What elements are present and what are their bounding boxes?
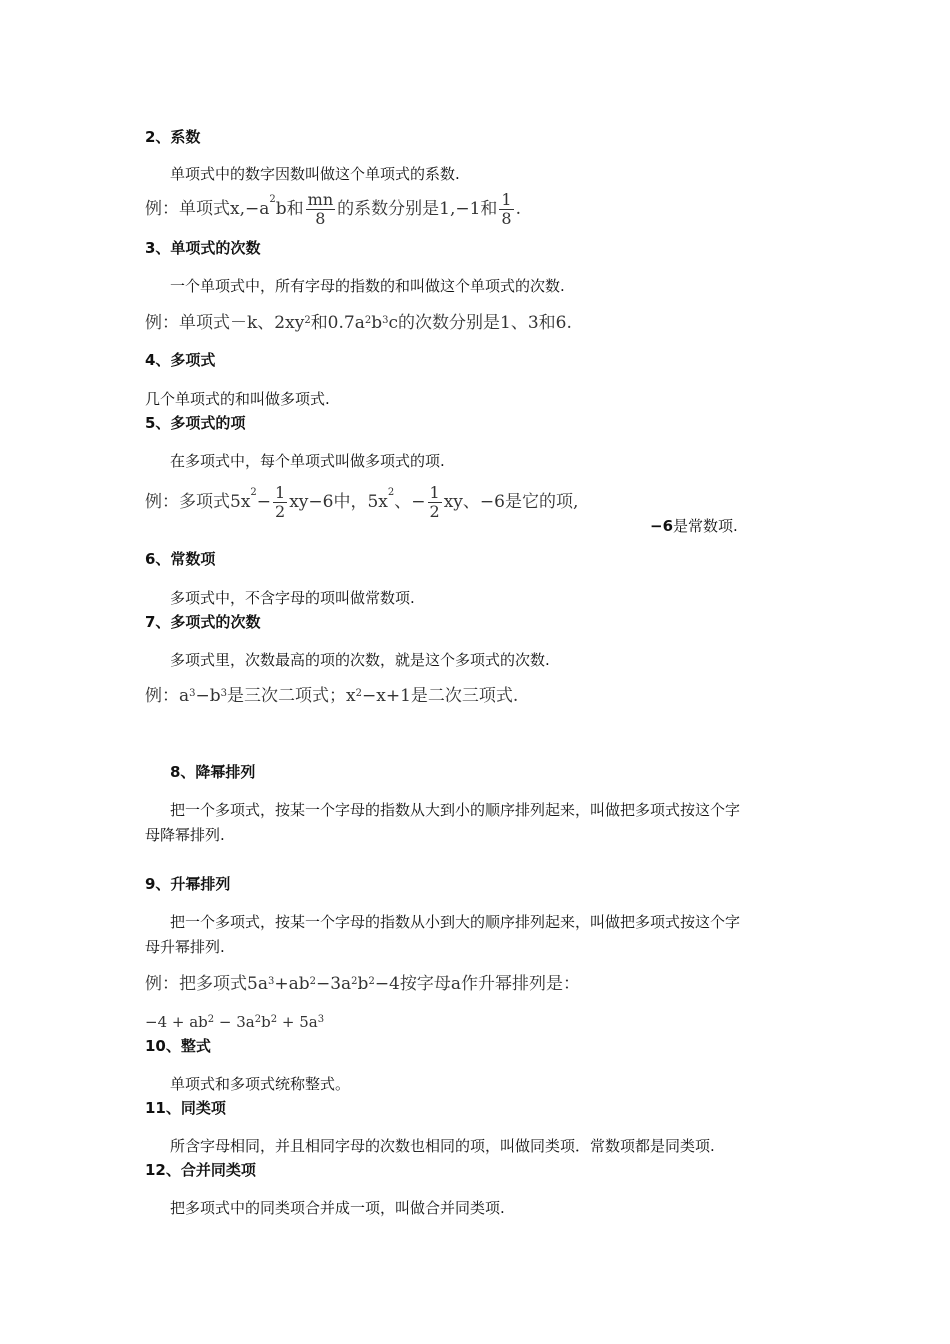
definition-polynomial-degree: 多项式里，次数最高的项的次数，就是这个多项式的次数. — [170, 651, 550, 669]
heading-integral-expression: 10、整式 — [145, 1037, 211, 1055]
heading-ascending-order: 9、升幂排列 — [145, 875, 231, 893]
example-coefficient: 例：单项式$x,-a^2b$和 $\frac{mn}{8}$ 的系数分别是1,−1和 $\frac{1}{8}$ . — [145, 190, 521, 228]
example-polynomial-terms: 例：多项式$5x^2-$ $\frac{1}{2}$ xy−6中，$5x^2$、− $\frac{1}{2}$ xy、−6是它的项, — [145, 483, 579, 521]
heading-monomial-degree: 3、单项式的次数 — [145, 239, 261, 257]
heading-coefficient: 2、系数 — [145, 128, 201, 146]
heading-like-terms: 11、同类项 — [145, 1099, 226, 1117]
definition-integral-expression: 单项式和多项式统称整式。 — [170, 1075, 351, 1093]
definition-combine-like-terms: 把多项式中的同类项合并成一项，叫做合并同类项. — [170, 1199, 505, 1217]
heading-polynomial-terms: 5、多项式的项 — [145, 414, 246, 432]
constant-term-note: −6是常数项. — [650, 517, 738, 535]
definition-coefficient: 单项式中的数字因数叫做这个单项式的系数. — [170, 165, 460, 183]
heading-descending-order: 8、降幂排列 — [170, 763, 256, 781]
heading-polynomial-degree: 7、多项式的次数 — [145, 613, 261, 631]
heading-constant-term: 6、常数项 — [145, 550, 216, 568]
example-ascending-result: $-4 + ab^2 - 3a^2b^2 + 5a^3$ — [145, 1013, 325, 1031]
definition-monomial-degree: 一个单项式中，所有字母的指数的和叫做这个单项式的次数. — [170, 277, 565, 295]
definition-like-terms: 所含字母相同，并且相同字母的次数也相同的项，叫做同类项．常数项都是同类项. — [170, 1137, 715, 1155]
definition-ascending-order-line1: 把一个多项式，按某一个字母的指数从小到大的顺序排列起来，叫做把多项式按这个字 — [170, 913, 741, 931]
definition-ascending-order-line2: 母升幂排列. — [145, 938, 225, 956]
definition-constant-term: 多项式中，不含字母的项叫做常数项. — [170, 589, 415, 607]
definition-descending-order-line2: 母降幂排列. — [145, 826, 225, 844]
example-monomial-degree: 例：单项式－k、$2xy^2$和$0.7a^2b^3c$的次数分别是1、3和6. — [145, 313, 572, 333]
definition-descending-order-line1: 把一个多项式，按某一个字母的指数从大到小的顺序排列起来，叫做把多项式按这个字 — [170, 801, 741, 819]
heading-polynomial: 4、多项式 — [145, 351, 216, 369]
example-polynomial-degree: 例：$a^3-b^3$是三次二项式；$x^2-x+1$是二次三项式. — [145, 686, 519, 706]
example-ascending-order: 例：把多项式$5a^3+ab^2-3a^2b^2-4$按字母a作升幂排列是： — [145, 974, 581, 994]
heading-combine-like-terms: 12、合并同类项 — [145, 1161, 256, 1179]
definition-polynomial: 几个单项式的和叫做多项式. — [145, 390, 330, 408]
definition-polynomial-terms: 在多项式中，每个单项式叫做多项式的项. — [170, 452, 445, 470]
